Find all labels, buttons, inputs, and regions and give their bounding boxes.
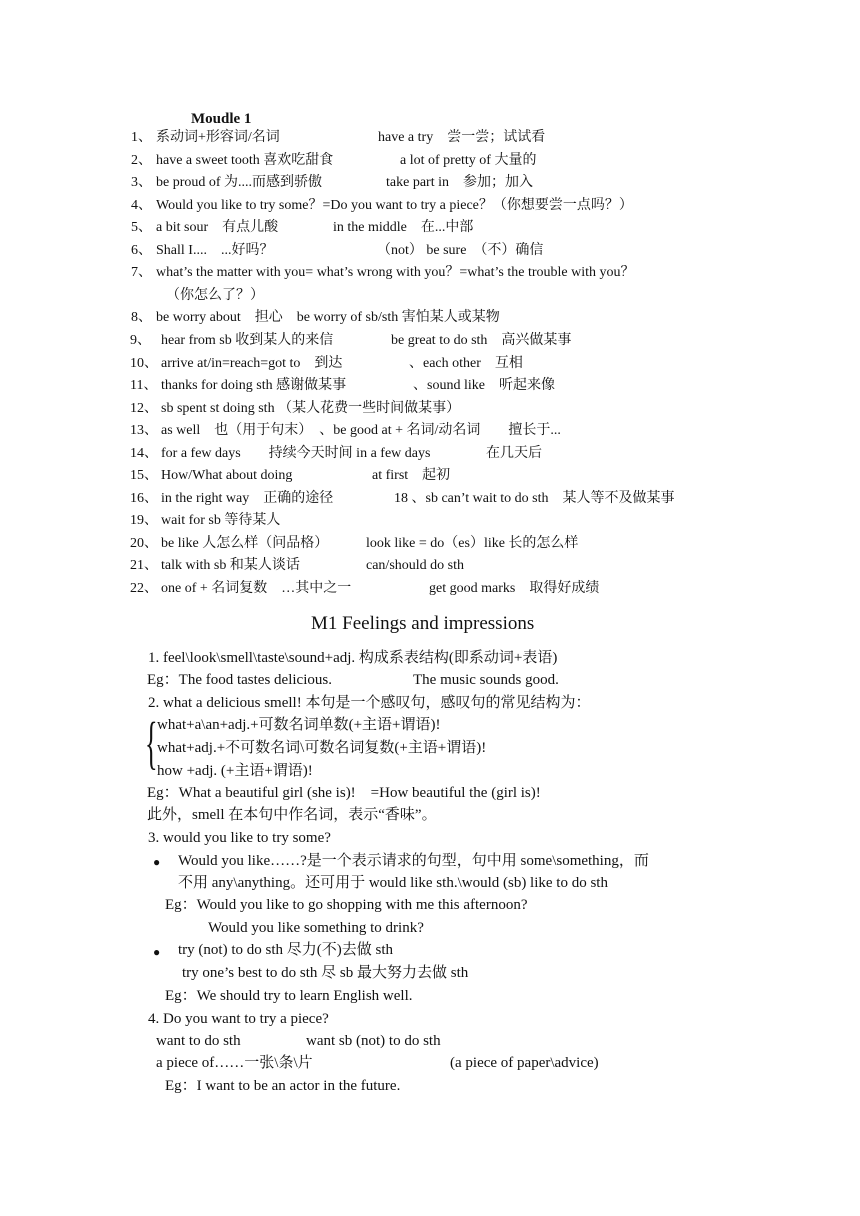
vocab-number: 6、 xyxy=(131,243,152,258)
vocab-number: 5、 xyxy=(131,220,152,235)
vocab-number: 8、 xyxy=(131,310,152,325)
vocab-item: as well 也（用于句末） 、be good at + 名词/动名词 擅长于... xyxy=(161,423,561,438)
vocab-item: Shall I.... ...好吗？ xyxy=(156,243,274,258)
vocab-item-secondary: （not） be sure （不）确信 xyxy=(377,243,544,258)
vocab-item-secondary: at first 起初 xyxy=(372,468,451,483)
note-1-example-a: Eg：The food tastes delicious. xyxy=(147,672,332,688)
vocab-item: be like 人怎么样（问品格） xyxy=(161,536,329,551)
vocab-item: be worry about 担心 be worry of sb/sth 害怕某人或某物 xyxy=(156,310,500,325)
note-2-example: Eg：What a beautiful girl (she is)! =How beautiful the (girl is)! xyxy=(147,785,541,801)
note-3-bullet-2-cont: try one’s best to do sth 尽 sb 最大努力去做 sth xyxy=(182,965,469,981)
vocab-item-secondary: 、sound like 听起来像 xyxy=(413,378,555,393)
vocab-item-secondary: 在几天后 xyxy=(486,446,542,461)
vocab-number: 7、 xyxy=(131,265,152,280)
vocab-item-secondary: be great to do sth 高兴做某事 xyxy=(391,333,572,348)
vocab-number: 9、 xyxy=(130,333,151,348)
vocab-number: 11、 xyxy=(130,378,158,393)
vocab-item-secondary: take part in 参加；加入 xyxy=(386,175,533,190)
note-4: 4. Do you want to try a piece? xyxy=(148,1011,329,1027)
vocab-number: 19、 xyxy=(130,513,158,528)
note-2-extra: 此外，smell 在本句中作名词，表示“香味”。 xyxy=(147,807,437,823)
note-2-structure-2: what+adj.+不可数名词\可数名词复数(+主语+谓语)! xyxy=(157,740,487,756)
vocab-number: 12、 xyxy=(130,401,158,416)
vocab-item: How/What about doing xyxy=(161,468,293,483)
note-3-bullet-1: Would you like……?是一个表示请求的句型，句中用 some\something，而 xyxy=(178,853,649,869)
vocab-item-secondary: can/should do sth xyxy=(366,558,464,573)
vocab-number: 1、 xyxy=(131,130,152,145)
note-4-b: want sb (not) to do sth xyxy=(306,1033,441,1049)
note-4-d: (a piece of paper\advice) xyxy=(450,1055,599,1071)
vocab-item: talk with sb 和某人谈话 xyxy=(161,558,300,573)
vocab-number: 10、 xyxy=(130,356,158,371)
vocab-number: 16、 xyxy=(130,491,158,506)
note-1-example-b: The music sounds good. xyxy=(413,672,559,688)
vocab-item: a bit sour 有点儿酸 xyxy=(156,220,279,235)
note-3: 3. would you like to try some? xyxy=(148,830,331,846)
vocab-item-secondary: have a try 尝一尝；试试看 xyxy=(378,130,546,145)
note-1: 1. feel\look\smell\taste\sound+adj. 构成系表结构(即系动词+表语) xyxy=(148,650,558,666)
vocab-number: 15、 xyxy=(130,468,158,483)
note-2-structure-1: what+a\an+adj.+可数名词单数(+主语+谓语)! xyxy=(157,717,441,733)
vocab-item-secondary: a lot of pretty of 大量的 xyxy=(400,153,537,168)
note-3-example-3: Eg：We should try to learn English well. xyxy=(165,988,413,1004)
vocab-number: 2、 xyxy=(131,153,152,168)
vocab-item: （你怎么了？） xyxy=(166,288,264,303)
vocab-item: one of + 名词复数 …其中之一 xyxy=(161,581,352,596)
vocab-item: be proud of 为....而感到骄傲 xyxy=(156,175,323,190)
vocab-item: hear from sb 收到某人的来信 xyxy=(161,333,334,348)
note-2-structure-3: how +adj. (+主语+谓语)! xyxy=(157,763,313,779)
vocab-item: in the right way 正确的途径 xyxy=(161,491,334,506)
note-3-bullet-2: try (not) to do sth 尽力(不)去做 sth xyxy=(178,942,393,958)
note-3-bullet-1-cont: 不用 any\anything。还可用于 would like sth.\would (sb) like to do sth xyxy=(178,875,608,891)
vocab-item-secondary: 18 、sb can’t wait to do sth 某人等不及做某事 xyxy=(394,491,675,506)
note-4-example: Eg：I want to be an actor in the future. xyxy=(165,1078,401,1094)
vocab-item: for a few days 持续今天时间 in a few days xyxy=(161,446,431,461)
section-heading: M1 Feelings and impressions xyxy=(311,613,535,634)
vocab-item-secondary: look like = do（es）like 长的怎么样 xyxy=(366,536,579,551)
vocab-item: Would you like to try some？=Do you want to try a piece？（你想要尝一点吗？） xyxy=(156,198,633,213)
note-2: 2. what a delicious smell! 本句是一个感叹句，感叹句的常见结构为： xyxy=(148,695,591,711)
vocab-item-secondary: get good marks 取得好成绩 xyxy=(429,581,600,596)
vocab-number: 3、 xyxy=(131,175,152,190)
module-title: Moudle 1 xyxy=(191,111,252,127)
vocab-number: 20、 xyxy=(130,536,158,551)
vocab-number: 13、 xyxy=(130,423,158,438)
vocab-item-secondary: 、each other 互相 xyxy=(409,356,523,371)
vocab-item: sb spent st doing sth （某人花费一些时间做某事） xyxy=(161,401,461,416)
vocab-number: 22、 xyxy=(130,581,158,596)
vocab-item: thanks for doing sth 感谢做某事 xyxy=(161,378,347,393)
note-3-example-2: Would you like something to drink? xyxy=(208,920,424,936)
vocab-item: what’s the matter with you= what’s wrong with you？=what’s the trouble with you？ xyxy=(156,265,635,280)
vocab-number: 21、 xyxy=(130,558,158,573)
note-4-a: want to do sth xyxy=(156,1033,241,1049)
note-3-example-1: Eg：Would you like to go shopping with me this afternoon? xyxy=(165,897,528,913)
vocab-item: 系动词+形容词/名词 xyxy=(156,130,280,145)
vocab-item: arrive at/in=reach=got to 到达 xyxy=(161,356,343,371)
bullet-icon: ● xyxy=(153,945,161,959)
vocab-item: wait for sb 等待某人 xyxy=(161,513,281,528)
brace-icon: { xyxy=(145,710,158,775)
vocab-item-secondary: in the middle 在...中部 xyxy=(333,220,474,235)
vocab-number: 4、 xyxy=(131,198,152,213)
bullet-icon: ● xyxy=(153,855,161,869)
vocab-item: have a sweet tooth 喜欢吃甜食 xyxy=(156,153,334,168)
note-4-c: a piece of……一张\条\片 xyxy=(156,1055,313,1071)
vocab-number: 14、 xyxy=(130,446,158,461)
